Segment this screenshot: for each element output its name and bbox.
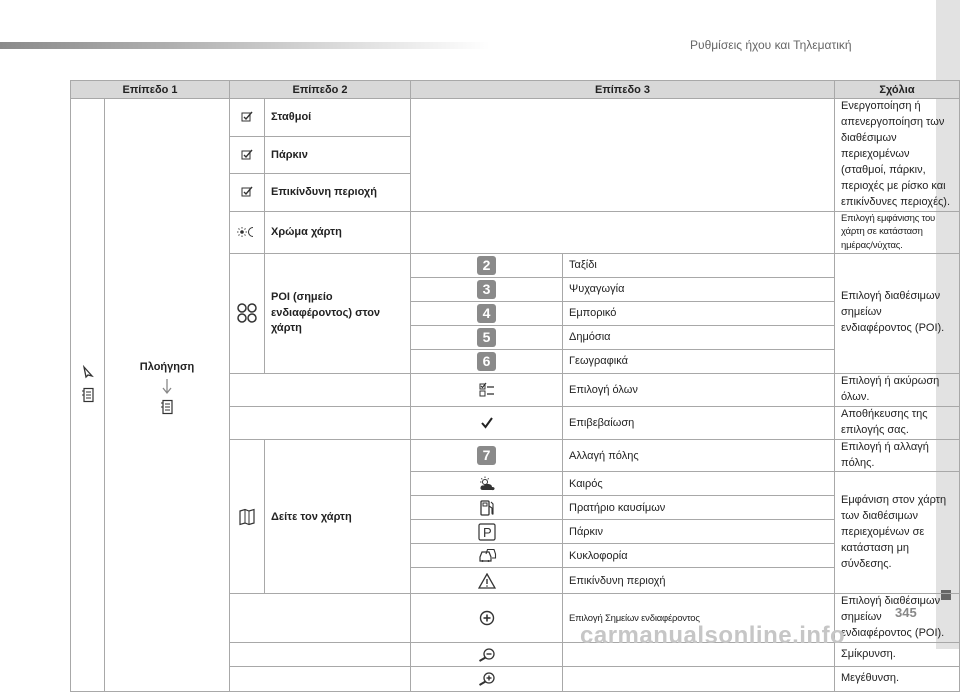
- comment-zoom-in: Μεγέθυνση.: [835, 667, 960, 692]
- empty-level3-cell: [411, 99, 835, 212]
- zoom-out-icon-cell[interactable]: [411, 643, 563, 667]
- weather-label: Καιρός: [563, 472, 835, 496]
- arrow-down-icon: [162, 379, 172, 395]
- poi-travel-label: Ταξίδι: [563, 253, 835, 277]
- parking-label-2: Πάρκιν: [563, 520, 835, 544]
- stations-label: Σταθμοί: [265, 99, 411, 137]
- poi-map-icon: [236, 302, 258, 324]
- weather-icon: [477, 476, 497, 492]
- traffic-icon-cell[interactable]: [411, 544, 563, 568]
- parking-label: Πάρκιν: [265, 136, 411, 174]
- poi-map-label: POI (σημείο ενδιαφέροντος) στον χάρτη: [265, 253, 411, 373]
- poi-select-icon-cell[interactable]: [411, 594, 563, 643]
- day-night-icon: [237, 226, 257, 238]
- danger-zone-label: Επικίνδυνη περιοχή: [265, 174, 411, 212]
- poi-select-label: Επιλογή Σημείων ενδιαφέροντος: [563, 594, 835, 643]
- parking-icon-cell[interactable]: [411, 520, 563, 544]
- comment-zoom-out: Σμίκρυνση.: [835, 643, 960, 667]
- empty-cell: [563, 667, 835, 692]
- comment-select-all: Επιλογή ή ακύρωση όλων.: [835, 373, 960, 406]
- header-level1: Επίπεδο 1: [71, 81, 230, 99]
- parking-icon: [478, 523, 496, 541]
- comment-city: Επιλογή ή αλλαγή πόλης.: [835, 439, 960, 472]
- apps-menu-icon: [160, 399, 174, 415]
- checkbox-cell[interactable]: [230, 99, 265, 137]
- traffic-label: Κυκλοφορία: [563, 544, 835, 568]
- navigation-label: Πλοήγηση: [139, 361, 195, 374]
- navigation-arrow-icon: [81, 365, 95, 379]
- comment-display: Εμφάνιση στον χάρτη των διαθέσιμων περιεχομένων σε κατάσταση μη σύνδεσης.: [835, 472, 960, 594]
- city-change-label: Αλλαγή πόλης: [563, 439, 835, 472]
- empty-level2-cell: [230, 643, 411, 667]
- city-num-cell: [411, 439, 563, 472]
- confirm-label: Επιβεβαίωση: [563, 406, 835, 439]
- settings-table: [70, 80, 960, 692]
- empty-level2-cell: [230, 373, 411, 406]
- poi-public-label: Δημόσια: [563, 325, 835, 349]
- number-badge: 7: [477, 446, 496, 465]
- danger-icon-cell[interactable]: [411, 568, 563, 594]
- select-all-label: Επιλογή όλων: [563, 373, 835, 406]
- number-badge: 4: [477, 304, 496, 323]
- select-all-icon-cell[interactable]: [411, 373, 563, 406]
- zoom-out-icon: [478, 648, 496, 662]
- map-icon: [238, 508, 256, 526]
- weather-icon-cell[interactable]: [411, 472, 563, 496]
- header-level2: Επίπεδο 2: [230, 81, 411, 99]
- checkbox-cell[interactable]: [230, 136, 265, 174]
- checkbox-checked-icon: [241, 111, 253, 123]
- comment-confirm: Αποθήκευσης της επιλογής σας.: [835, 406, 960, 439]
- table-header-row: [71, 81, 960, 99]
- empty-level2-cell: [230, 667, 411, 692]
- map-color-icon-cell[interactable]: [230, 211, 265, 253]
- comment-poi: Επιλογή διαθέσιμων σημείων ενδιαφέροντος (POI).: [835, 253, 960, 373]
- checkbox-cell[interactable]: [230, 174, 265, 212]
- fuel-station-icon: [479, 499, 495, 517]
- number-badge: 2: [477, 256, 496, 275]
- checkbox-checked-icon: [241, 186, 253, 198]
- map-color-label: Χρώμα χάρτη: [265, 211, 411, 253]
- page-number: 345: [895, 605, 917, 620]
- see-map-label: Δείτε τον χάρτη: [265, 439, 411, 594]
- warning-triangle-icon: [478, 573, 496, 589]
- select-all-icon: [479, 382, 495, 398]
- empty-level3-cell: [411, 211, 835, 253]
- poi-num-cell: [411, 301, 563, 325]
- add-circle-icon: [479, 610, 495, 626]
- header-level3: Επίπεδο 3: [411, 81, 835, 99]
- level2-navigation-cell[interactable]: [105, 99, 230, 692]
- see-map-icon-cell[interactable]: [230, 439, 265, 594]
- header-gradient-bar: [0, 42, 490, 49]
- traffic-icon: [477, 548, 497, 564]
- poi-geographic-label: Γεωγραφικά: [563, 349, 835, 373]
- comment-poi-select: Επιλογή διαθέσιμων σημείων ενδιαφέροντος (POI).: [835, 594, 960, 643]
- poi-entertainment-label: Ψυχαγωγία: [563, 277, 835, 301]
- danger-zone-label-2: Επικίνδυνη περιοχή: [563, 568, 835, 594]
- checkmark-icon: [481, 417, 493, 429]
- poi-num-cell: [411, 253, 563, 277]
- confirm-icon-cell[interactable]: [411, 406, 563, 439]
- fuel-label: Πρατήριο καυσίμων: [563, 496, 835, 520]
- number-badge: 3: [477, 280, 496, 299]
- table-row: [71, 99, 960, 137]
- level1-icon-cell: [71, 99, 105, 692]
- poi-icon-cell[interactable]: [230, 253, 265, 373]
- zoom-in-icon: [478, 672, 496, 686]
- poi-num-cell: [411, 349, 563, 373]
- svg-text:P: P: [482, 524, 492, 540]
- comment-map-color: Επιλογή εμφάνισης του χάρτη σε κατάσταση ημέρας/νύχτας.: [835, 211, 960, 253]
- empty-level2-cell: [230, 406, 411, 439]
- empty-level2-cell: [230, 594, 411, 643]
- watermark: carmanualsonline.info: [580, 622, 846, 649]
- checkbox-checked-icon: [241, 149, 253, 161]
- apps-menu-icon: [81, 387, 95, 403]
- zoom-in-icon-cell[interactable]: [411, 667, 563, 692]
- poi-commercial-label: Εμπορικό: [563, 301, 835, 325]
- number-badge: 6: [477, 352, 496, 371]
- number-badge: 5: [477, 328, 496, 347]
- fuel-icon-cell[interactable]: [411, 496, 563, 520]
- poi-num-cell: [411, 325, 563, 349]
- page-header-title: Ρυθμίσεις ήχου και Τηλεματική: [690, 38, 852, 52]
- comment-alerts: Ενεργοποίηση ή απενεργοποίηση των διαθέσιμων περιεχομένων (σταθμοί, πάρκιν, περιοχές με ρίσκο και επικίνδυνες περιοχές).: [835, 99, 960, 212]
- header-comments: Σχόλια: [835, 81, 960, 99]
- poi-num-cell: [411, 277, 563, 301]
